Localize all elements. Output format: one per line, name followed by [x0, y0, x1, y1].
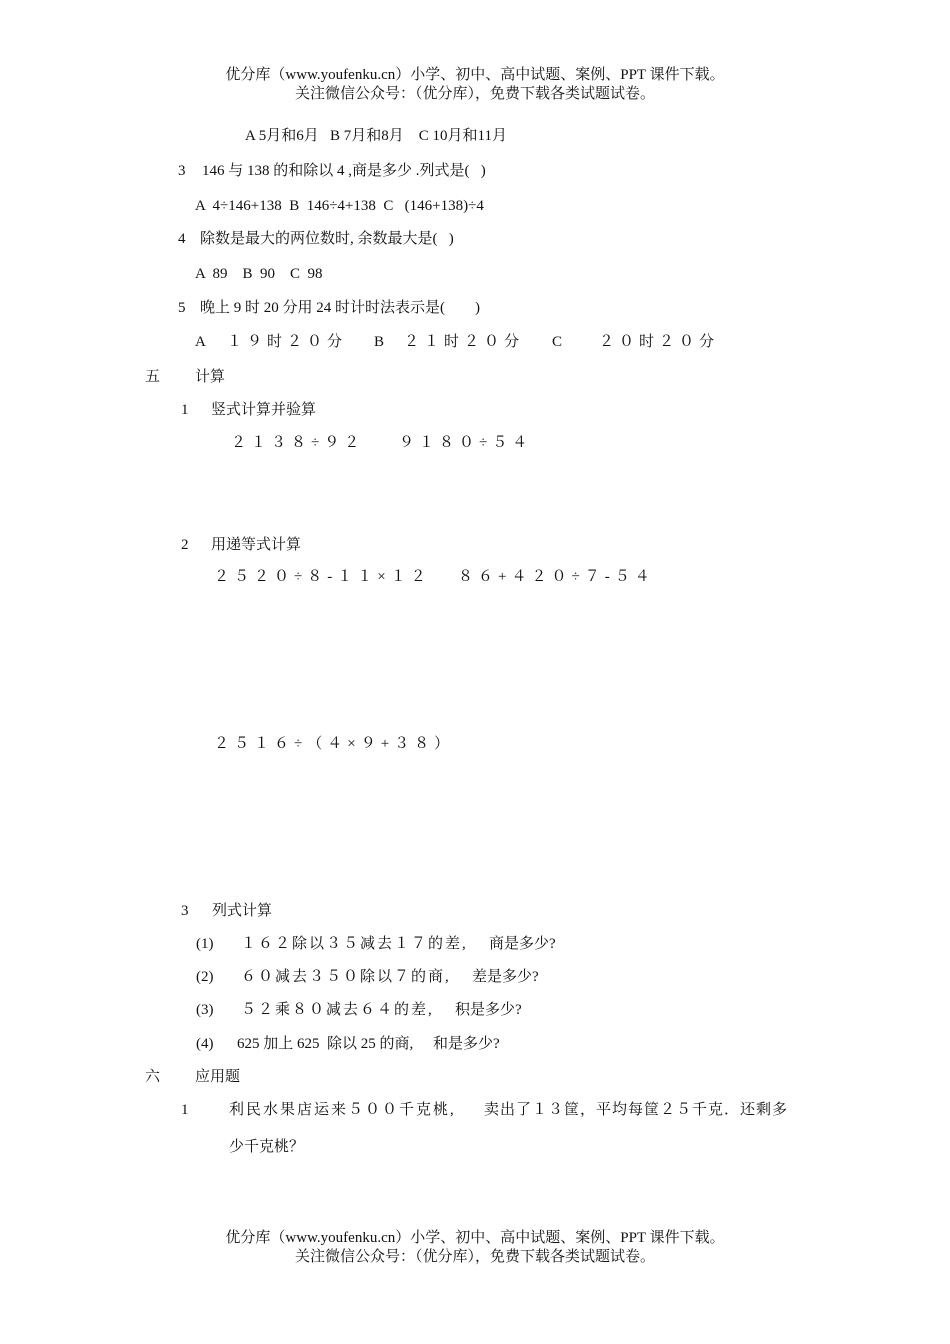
q5-option-b-label: B — [374, 334, 385, 350]
s6-p1-text1: 利民水果店运来５００千克桃, — [229, 1102, 456, 1118]
s5-p1-title: 竖式计算并验算 — [211, 402, 317, 418]
s5-p3-item3-ask: 积是多少? — [455, 1002, 522, 1018]
q4-options: A 89 B 90 C 98 — [195, 266, 323, 282]
q3-options: A 4÷146+138 B 146÷4+138 C (146+138)÷4 — [195, 198, 484, 214]
s5-p3-item2-ask: 差是多少? — [472, 969, 539, 985]
q4-text: 除数是最大的两位数时, 余数最大是( ) — [200, 231, 454, 247]
q5-number: 5 — [178, 300, 186, 316]
s5-p2-number: 2 — [181, 537, 189, 553]
section6-title: 应用题 — [195, 1069, 241, 1085]
s5-p1-expr1: ２１３８÷９２ — [231, 435, 365, 451]
page-footer-line1: 优分库（www.youfenku.cn）小学、初中、高中试题、案例、PPT 课件下载。 — [225, 1230, 725, 1246]
q3-text: 146 与 138 的和除以 4 ,商是多少 .列式是( ) — [202, 163, 486, 179]
q3-number: 3 — [178, 163, 186, 179]
section5-title: 计算 — [195, 369, 226, 385]
s5-p2-expr2: ８６+４２０÷７-５４ — [458, 569, 655, 585]
s5-p3-item4-number: (4) — [196, 1036, 214, 1052]
q5-option-c-label: C — [552, 334, 563, 350]
s5-p3-item3-number: (3) — [196, 1002, 214, 1018]
s6-p1-text3: 少千克桃？ — [229, 1139, 305, 1155]
page-footer-line2: 关注微信公众号：（优分库），免费下载各类试题试卷。 — [294, 1249, 655, 1265]
s5-p3-item1-text: １６２除以３５减去１７的差, — [241, 936, 468, 952]
s6-p1-text2: 卖出了１３筐，平均每筐２５千克．还剩多 — [484, 1102, 789, 1118]
s5-p3-title: 列式计算 — [212, 903, 273, 919]
s6-p1-number: 1 — [181, 1102, 189, 1118]
q2-options: A 5月和6月 B 7月和8月 C 10月和11月 — [245, 128, 507, 144]
q5-option-a-label: A — [195, 334, 206, 350]
section6-number: 六 — [145, 1069, 161, 1085]
s5-p2-expr3: ２５１６÷（４×９+３８） — [214, 736, 455, 752]
s5-p3-item4-text: 625 加上 625 除以 25 的商, — [237, 1036, 414, 1052]
section5-number: 五 — [145, 369, 161, 385]
s5-p3-number: 3 — [181, 903, 189, 919]
page-header-line1: 优分库（www.youfenku.cn）小学、初中、高中试题、案例、PPT 课件下载。 — [225, 67, 725, 83]
q4-number: 4 — [178, 231, 186, 247]
s5-p2-title: 用递等式计算 — [211, 537, 302, 553]
s5-p3-item1-number: (1) — [196, 936, 214, 952]
page-header-line2: 关注微信公众号：（优分库），免费下载各类试题试卷。 — [294, 86, 655, 102]
s5-p2-expr1: ２５２０÷８-１１×１２ — [214, 569, 431, 585]
s5-p3-item2-text: ６０减去３５０除以７的商, — [241, 969, 451, 985]
s5-p3-item1-ask: 商是多少? — [489, 936, 556, 952]
q5-text: 晚上 9 时 20 分用 24 时计时法表示是( ) — [200, 300, 480, 316]
q5-option-c-text: ２０时２０分 — [599, 334, 720, 350]
q5-option-b-text: ２１时２０分 — [404, 334, 525, 350]
s5-p1-expr2: ９１８０÷５４ — [399, 435, 533, 451]
s5-p1-number: 1 — [181, 402, 189, 418]
s5-p3-item2-number: (2) — [196, 969, 214, 985]
s5-p3-item4-ask: 和是多少? — [433, 1036, 500, 1052]
s5-p3-item3-text: ５２乘８０减去６４的差, — [241, 1002, 434, 1018]
q5-option-a-text: １９时２０分 — [227, 334, 348, 350]
